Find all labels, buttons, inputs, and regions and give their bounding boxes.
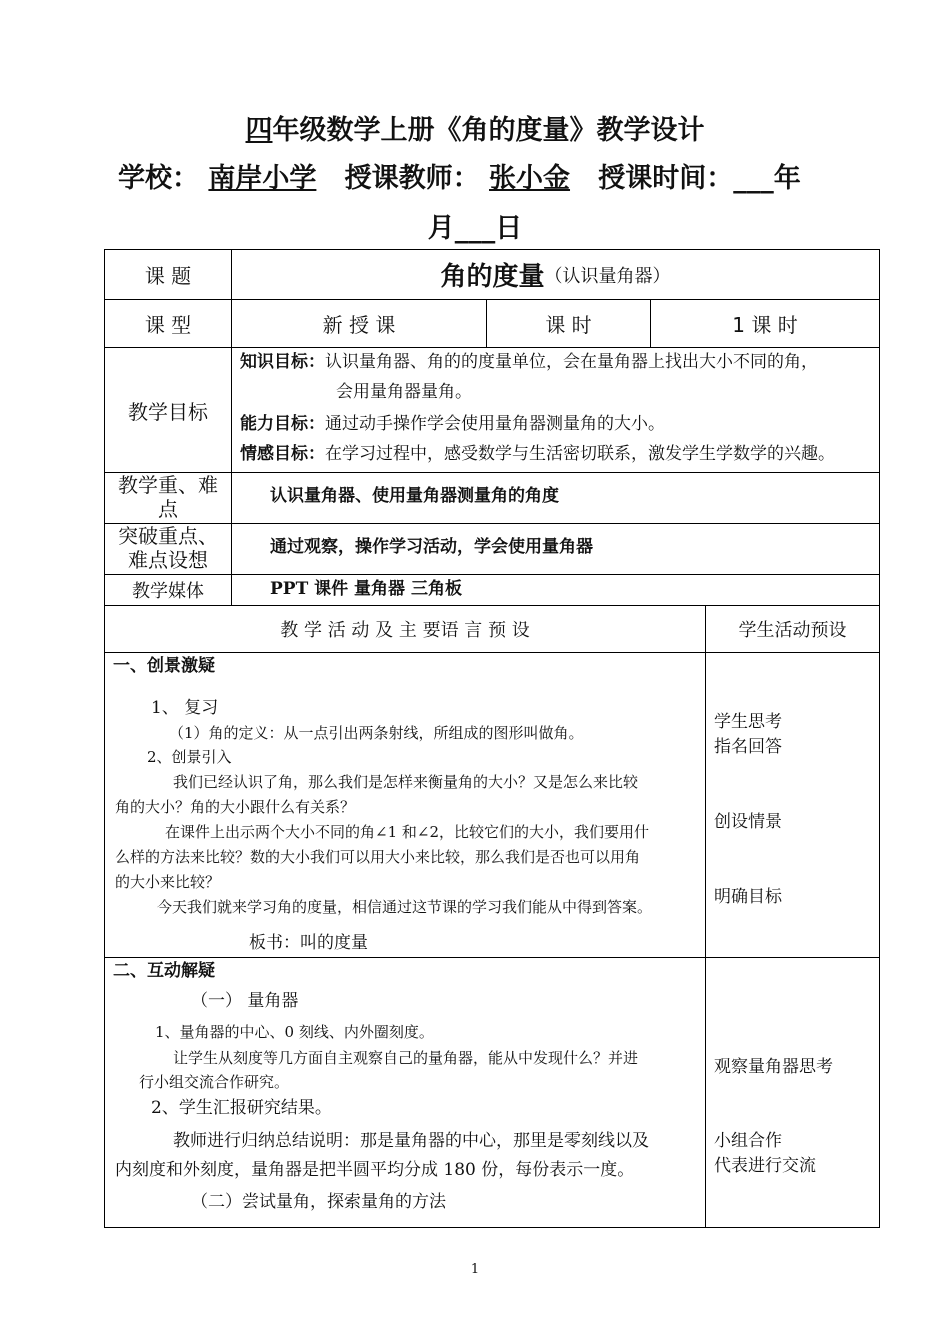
section1-line: （1）角的定义：从一点引出两条射线，所组成的图形叫做角。 — [169, 724, 584, 742]
title-text: 年级数学上册《角的度量》教学设计 — [272, 115, 705, 146]
goal-emotion — [240, 443, 835, 465]
student-activity: 观察量角器思考 — [714, 1057, 833, 1077]
section1-heading: 一、创景激疑 — [113, 656, 215, 676]
breakthrough-cell — [231, 523, 880, 575]
goal-knowledge — [240, 351, 818, 373]
teacher-value: 张小金 — [489, 163, 571, 194]
student-activity: 明确目标 — [714, 887, 782, 907]
section1-student — [705, 652, 880, 958]
student-activity: 创设情景 — [714, 812, 782, 832]
student-activity: 代表进行交流 — [714, 1156, 816, 1176]
topic-label: 课 题 — [104, 249, 232, 300]
media-label: 教学媒体 — [104, 574, 232, 606]
topic-cell — [231, 249, 880, 300]
goal-emotion-text: 在学习过程中，感受数学与生活密切联系，激发学生学数学的兴趣。 — [325, 444, 835, 464]
grade-value: 四 — [245, 115, 273, 146]
section2-line: 1、量角器的中心、0 刻线、内外圈刻度。 — [155, 1023, 434, 1041]
topic-sub: （认识量角器） — [544, 265, 671, 287]
goal-knowledge-cont: 会用量角器量角。 — [336, 382, 472, 402]
breakthrough-label-line1: 突破重点、 — [118, 524, 218, 548]
document-title — [0, 108, 950, 147]
student-activity: 小组合作 — [714, 1131, 782, 1151]
page-number: 1 — [470, 1262, 480, 1277]
school-label: 学校： — [118, 163, 199, 194]
type-label: 课 型 — [104, 299, 232, 348]
section2-line: 让学生从刻度等几方面自主观察自己的量角器，能从中发现什么？并进 — [173, 1049, 639, 1067]
goals-cell — [231, 347, 880, 473]
hours-value: 1 课 时 — [650, 299, 880, 348]
goal-ability — [240, 413, 665, 435]
student-activity: 指名回答 — [714, 737, 782, 757]
breakthrough-value: 通过观察，操作学习活动，学会使用量角器 — [270, 537, 593, 557]
key-label — [104, 472, 232, 524]
section2-line: 2、学生汇报研究结果。 — [151, 1098, 332, 1118]
goal-knowledge-label: 知识目标： — [240, 352, 325, 372]
section1-line: 的大小来比较？ — [115, 873, 221, 891]
goals-label: 教学目标 — [104, 347, 232, 473]
section1-line: 角的大小？角的大小跟什么有关系？ — [115, 798, 356, 816]
key-label-line1: 教学重、难 — [118, 473, 218, 497]
student-header: 学生活动预设 — [705, 605, 880, 653]
section2-line: 行小组交流合作研究。 — [139, 1073, 290, 1091]
month-day-line: 月___日 — [427, 213, 523, 244]
year-blank: ___年 — [733, 163, 801, 194]
section2-line: 内刻度和外刻度，量角器是把半圆平均分成 180 份，每份表示一度。 — [115, 1160, 635, 1180]
school-value: 南岸小学 — [208, 163, 317, 194]
section2-line: （一） 量角器 — [191, 991, 299, 1011]
breakthrough-label-line2: 难点设想 — [128, 548, 208, 572]
section2-line: 教师进行归纳总结说明：那是量角器的中心，那里是零刻线以及 — [173, 1131, 649, 1151]
key-cell — [231, 472, 880, 524]
section1-line: 我们已经认识了角，那么我们是怎样来衡量角的大小？又是怎么来比较 — [173, 773, 639, 791]
goal-ability-label: 能力目标： — [240, 414, 325, 434]
key-value: 认识量角器、使用量角器测量角的角度 — [270, 486, 559, 506]
board-note: 板书：叫的度量 — [249, 933, 368, 953]
goal-knowledge-text: 认识量角器、角的的度量单位，会在量角器上找出大小不同的角， — [325, 352, 818, 372]
topic-value: 角的度量 — [440, 262, 545, 292]
section1-line: 在课件上出示两个大小不同的角∠1 和∠2，比较它们的大小，我们要用什 — [165, 823, 649, 841]
section1-line: 1、 复习 — [151, 698, 219, 718]
section1-activity — [104, 652, 706, 958]
section1-line: 么样的方法来比较？数的大小我们可以用大小来比较，那么我们是否也可以用角 — [115, 848, 641, 866]
media-value: PPT 课件 量角器 三角板 — [270, 579, 462, 599]
section1-line: 今天我们就来学习角的度量，相信通过这节课的学习我们能从中得到答案。 — [157, 898, 653, 916]
section2-student — [705, 957, 880, 1228]
goal-ability-text: 通过动手操作学会使用量角器测量角的大小。 — [325, 414, 665, 434]
section2-line: （二）尝试量角，探索量角的方法 — [191, 1192, 446, 1212]
teacher-label: 授课教师： — [344, 163, 480, 194]
key-label-line2: 点 — [158, 497, 178, 521]
goal-emotion-label: 情感目标： — [240, 444, 325, 464]
media-cell — [231, 574, 880, 606]
breakthrough-label — [104, 523, 232, 575]
type-value: 新 授 课 — [231, 299, 487, 348]
section1-line: 2、创景引入 — [147, 748, 232, 766]
time-label: 授课时间： — [598, 163, 734, 194]
activity-header: 教 学 活 动 及 主 要语 言 预 设 — [104, 605, 706, 653]
meta-line — [118, 156, 878, 195]
section2-heading: 二、互动解疑 — [113, 961, 215, 981]
section2-activity — [104, 957, 706, 1228]
hours-label: 课 时 — [486, 299, 651, 348]
student-activity: 学生思考 — [714, 712, 782, 732]
